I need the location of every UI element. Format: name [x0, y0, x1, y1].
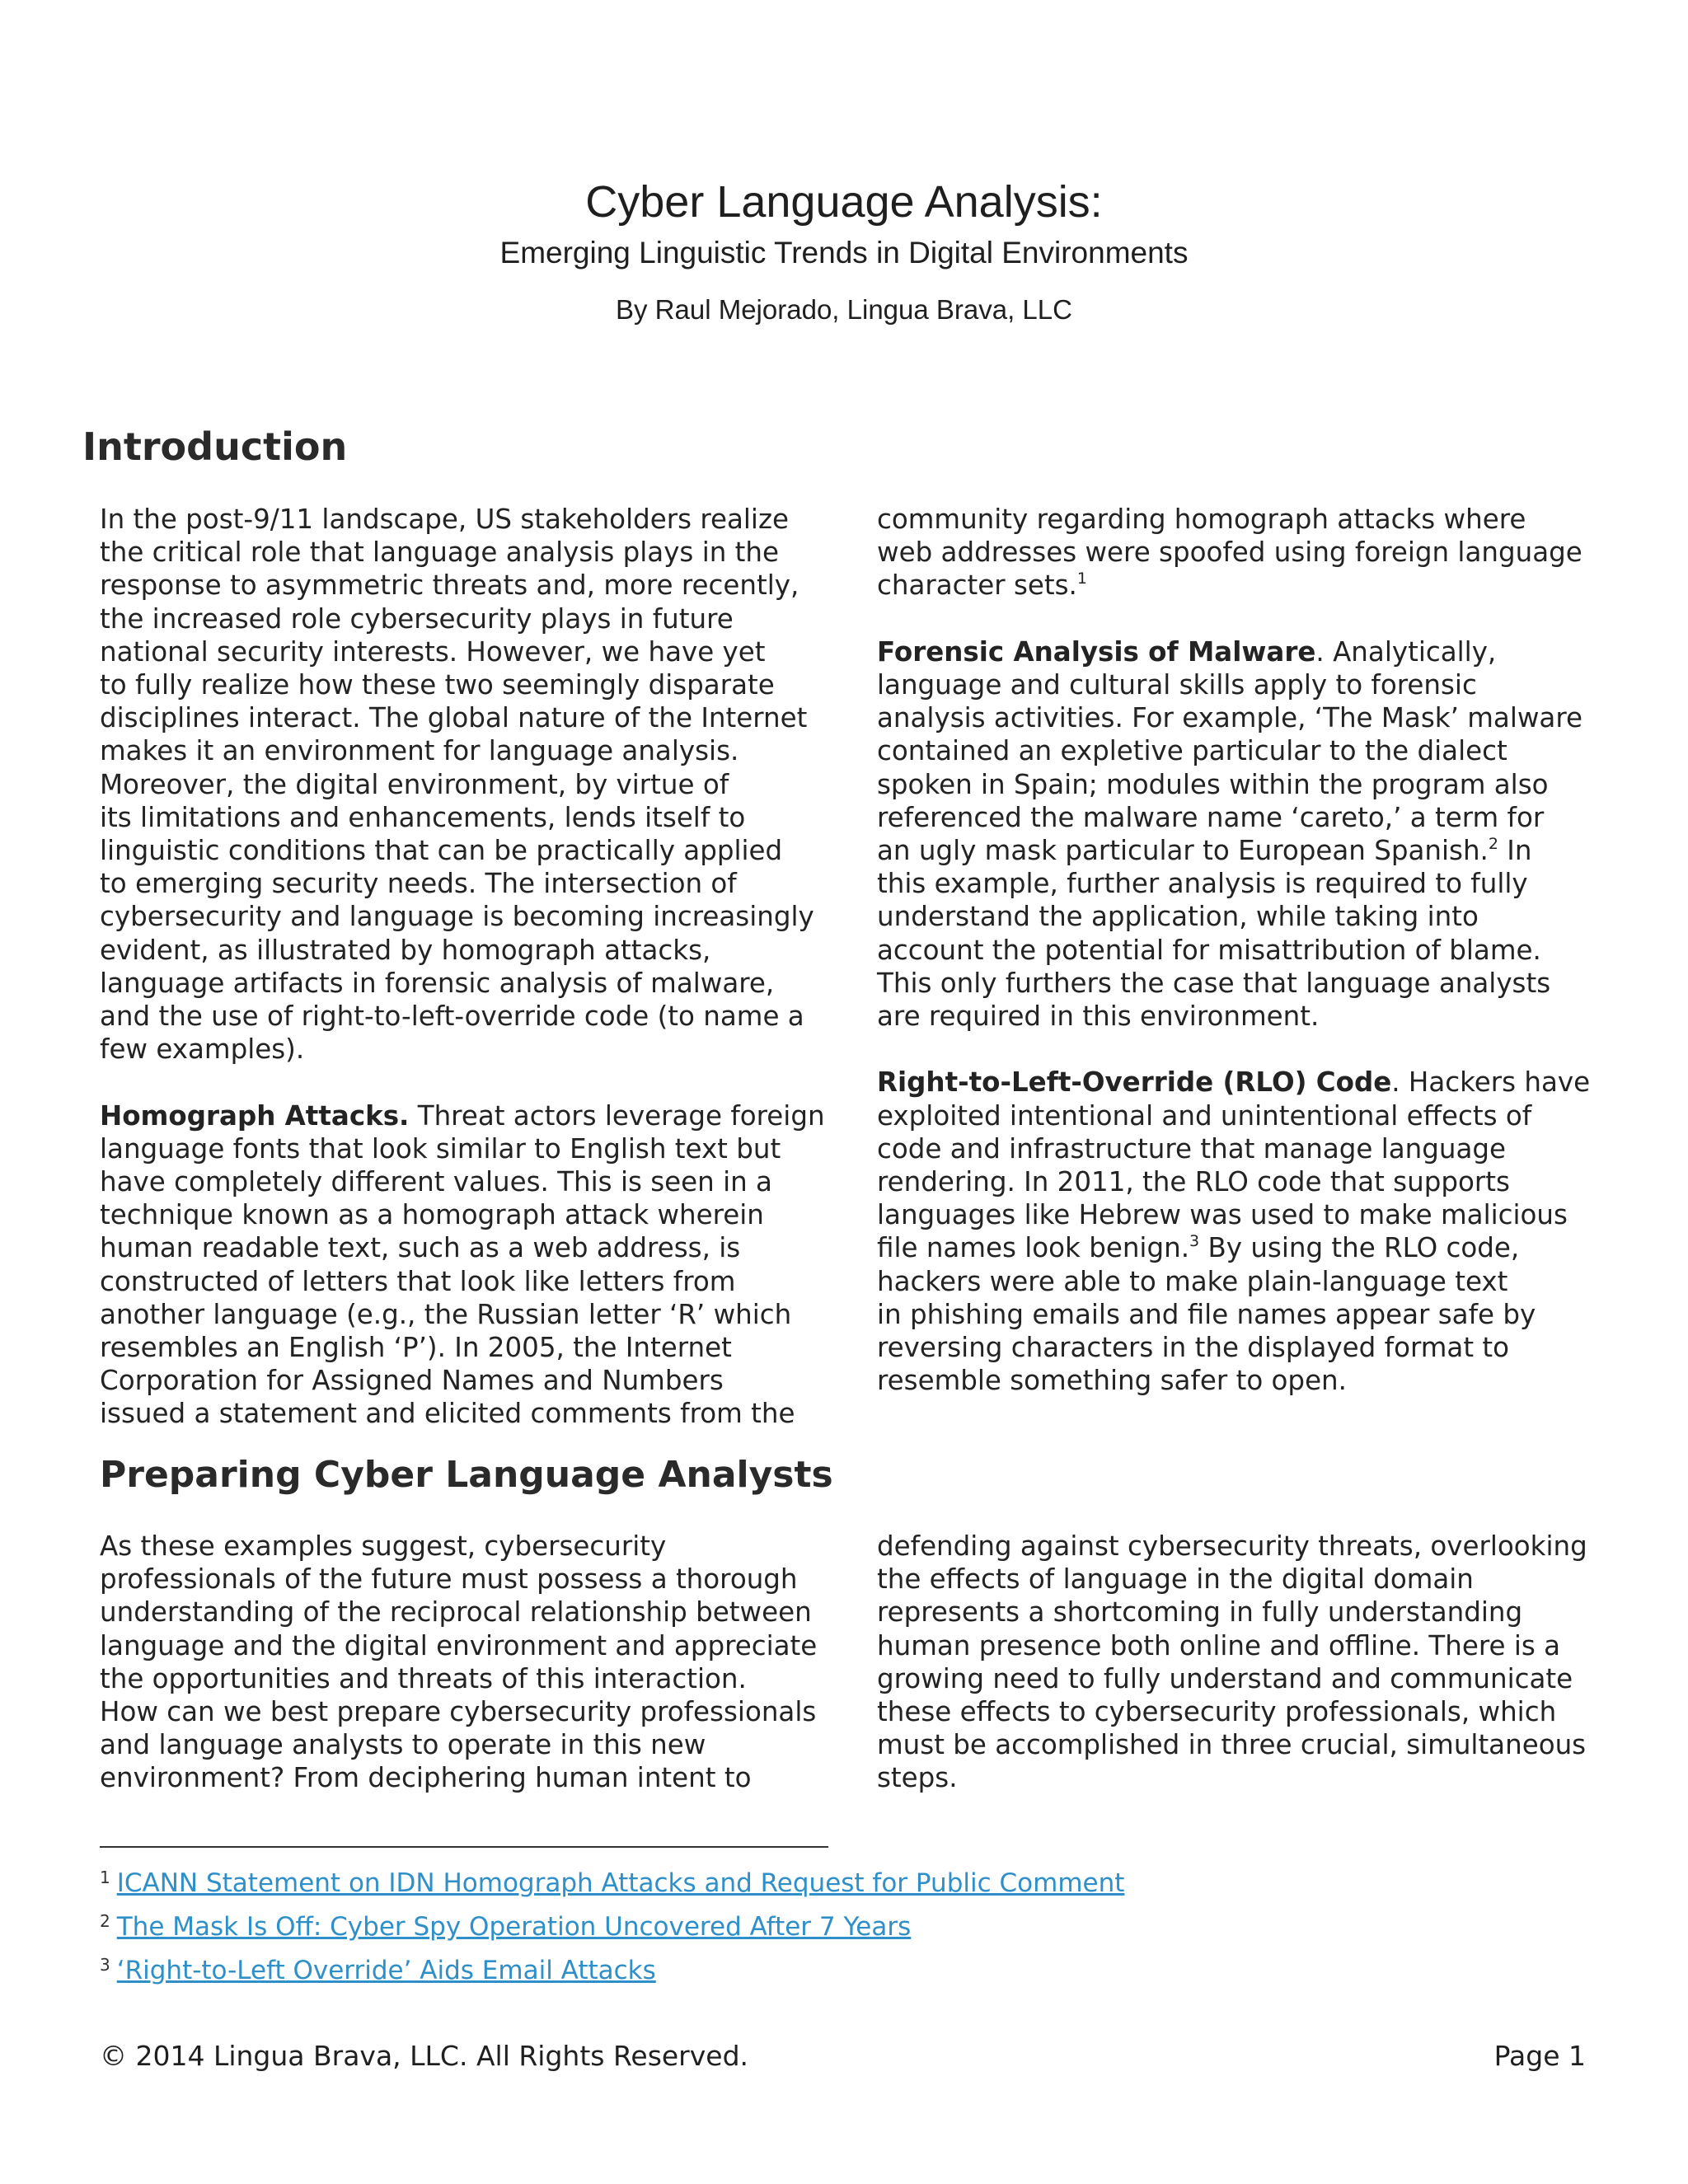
footnote-ref-2[interactable]: 2 [1488, 835, 1498, 854]
text-line [877, 635, 1590, 668]
text-line: few examples). [100, 1033, 305, 1066]
text-line: this example, further analysis is required to fully [877, 868, 1528, 900]
text-line: account the potential for misattribution of blame. [877, 934, 1541, 966]
text-line: understand the application, while taking into [877, 901, 1479, 933]
text-line: constructed of letters that look like letters from [100, 1265, 736, 1297]
text-line: resembles an English ‘P’). In 2005, the Internet [100, 1332, 732, 1364]
paragraph-gap [100, 1066, 825, 1099]
text-line: Moreover, the digital environment, by virtue of [100, 768, 729, 800]
text-line: In the post-9/11 landscape, US stakeholders realize [100, 504, 790, 535]
title-block [0, 173, 1688, 328]
text-line: another language (e.g., the Russian letter ‘R’ which [100, 1298, 792, 1330]
copyright-notice: © 2014 Lingua Brava, LLC. All Rights Reserved. [100, 2040, 749, 2072]
text-line: This only furthers the case that language analysts [877, 967, 1551, 999]
text-line: the increased role cybersecurity plays in future [100, 602, 734, 635]
introduction-right-column [877, 503, 1590, 1397]
homograph-label: Homograph Attacks. [100, 1099, 410, 1132]
introduction-left-column [100, 503, 825, 1431]
text-line: code and infrastructure that manage language [877, 1132, 1507, 1165]
text-line: and language analysts to operate in this new [100, 1729, 706, 1761]
text-line: professionals of the future must possess a thorough [100, 1563, 798, 1596]
rlo-first-line: . Hackers have [1391, 1066, 1591, 1099]
footnote-number: 3 [100, 1955, 110, 1975]
text-line: the effects of language in the digital domain [877, 1563, 1474, 1596]
text-line: to emerging security needs. The intersection of [100, 868, 737, 900]
forensic-label: Forensic Analysis of Malware [877, 635, 1316, 668]
page-number: Page 1 [1493, 2040, 1586, 2072]
text-line: exploited intentional and unintentional effects of [877, 1099, 1532, 1132]
text-line: linguistic conditions that can be practically applied [100, 835, 783, 867]
text-line: contained an expletive particular to the dialect [877, 735, 1507, 767]
text-line: these effects to cybersecurity professionals, which [877, 1696, 1557, 1728]
text-line: represents a shortcoming in fully understanding [877, 1596, 1523, 1629]
text-line: As these examples suggest, cybersecurity [100, 1530, 667, 1562]
footnote-2 [100, 1902, 1124, 1946]
text-line: growing need to fully understand and communicate [877, 1662, 1573, 1694]
footnote-ref-1[interactable]: 1 [1076, 569, 1087, 588]
homograph-paragraph [100, 1099, 825, 1431]
text-line: evident, as illustrated by homograph attacks, [100, 934, 711, 966]
text-line: language and the digital environment and appreciate [100, 1629, 818, 1661]
text-line: language and cultural skills apply to forensic [877, 669, 1477, 701]
rlo-label: Right-to-Left-Override (RLO) Code [877, 1066, 1392, 1099]
text-line: spoken in Spain; modules within the program also [877, 768, 1549, 800]
text-line: its limitations and enhancements, lends itself to [100, 801, 746, 833]
forensic-paragraph [877, 635, 1590, 1033]
text-line [877, 1066, 1590, 1099]
document-title: Cyber Language Analysis: [585, 177, 1103, 227]
text-line: analysis activities. For example, ‘The Mask’ malware [877, 702, 1582, 734]
text-line [877, 834, 1590, 867]
footnotes [100, 1858, 1124, 1990]
text-line: language fonts that look similar to English text but [100, 1132, 781, 1165]
homograph-first-line: Threat actors leverage foreign [409, 1099, 825, 1132]
text-fragment: file names look benign. [877, 1232, 1190, 1264]
footnote-1 [100, 1858, 1124, 1902]
text-line: issued a statement and elicited comments from the [100, 1398, 795, 1430]
text-fragment: character sets. [877, 569, 1077, 602]
text-line [100, 1099, 825, 1132]
text-line: reversing characters in the displayed format to [877, 1332, 1510, 1364]
text-line: in phishing emails and file names appear safe by [877, 1298, 1536, 1330]
text-fragment: an ugly mask particular to European Spanish. [877, 835, 1489, 867]
forensic-first-line: . Analytically, [1315, 635, 1497, 668]
text-line: referenced the malware name ‘careto,’ a term for [877, 801, 1545, 833]
text-line: environment? From deciphering human intent to [100, 1762, 752, 1794]
text-line: understanding of the reciprocal relationship between [100, 1596, 812, 1629]
footnote-divider [100, 1846, 828, 1848]
introduction-heading: Introduction [82, 424, 348, 469]
paragraph-gap [877, 602, 1590, 635]
preparing-right-column [877, 1530, 1587, 1795]
text-line: technique known as a homograph attack wherein [100, 1199, 764, 1231]
text-line [877, 1231, 1590, 1264]
text-line: cybersecurity and language is becoming increasingly [100, 901, 814, 933]
paragraph-gap [877, 1033, 1590, 1066]
text-line: the critical role that language analysis plays in the [100, 537, 779, 569]
rlo-paragraph [877, 1066, 1590, 1397]
text-line: resemble something safer to open. [877, 1365, 1347, 1397]
footnote-link-3[interactable]: ‘Right-to-Left Override’ Aids Email Attacks [116, 1956, 656, 1985]
footnote-link-1[interactable]: ICANN Statement on IDN Homograph Attacks and Request for Public Comment [116, 1868, 1125, 1898]
text-line: national security interests. However, we have yet [100, 635, 766, 668]
text-fragment: In [1498, 835, 1532, 867]
homograph-continuation [877, 503, 1590, 602]
footnote-ref-3[interactable]: 3 [1189, 1232, 1200, 1251]
text-line: web addresses were spoofed using foreign language [877, 537, 1582, 569]
preparing-left-column [100, 1530, 817, 1795]
text-line: must be accomplished in three crucial, simultaneous [877, 1729, 1587, 1761]
text-line: community regarding homograph attacks where [877, 504, 1526, 535]
text-line: the opportunities and threats of this interaction. [100, 1662, 747, 1694]
text-line: response to asymmetric threats and, more recently, [100, 569, 799, 602]
text-line: to fully realize how these two seemingly disparate [100, 669, 775, 701]
text-line: human presence both online and offline. There is a [877, 1629, 1561, 1661]
text-line: hackers were able to make plain-language text [877, 1265, 1508, 1297]
text-line: How can we best prepare cybersecurity professionals [100, 1696, 817, 1728]
text-line: languages like Hebrew was used to make malicious [877, 1199, 1568, 1231]
document-subtitle: Emerging Linguistic Trends in Digital Environments [499, 236, 1189, 269]
text-line: rendering. In 2011, the RLO code that supports [877, 1166, 1510, 1198]
text-line: makes it an environment for language analysis. [100, 735, 739, 767]
text-line: Corporation for Assigned Names and Numbers [100, 1365, 724, 1397]
author-byline: By Raul Mejorado, Lingua Brava, LLC [616, 294, 1072, 325]
footnote-3 [100, 1946, 1124, 1990]
footnote-number: 2 [100, 1911, 110, 1931]
text-line: and the use of right-to-left-override code (to name a [100, 1001, 804, 1033]
text-line: defending against cybersecurity threats, overlooking [877, 1530, 1587, 1562]
footnote-link-2[interactable]: The Mask Is Off: Cyber Spy Operation Uncovered After 7 Years [116, 1912, 912, 1942]
text-line: language artifacts in forensic analysis of malware, [100, 967, 775, 999]
text-line [877, 569, 1590, 602]
text-line: are required in this environment. [877, 1001, 1320, 1033]
intro-paragraph [100, 503, 825, 1066]
text-line: human readable text, such as a web address, is [100, 1232, 741, 1264]
footnote-number: 1 [100, 1868, 110, 1887]
text-line: disciplines interact. The global nature of the Internet [100, 702, 808, 734]
text-line: have completely different values. This is seen in a [100, 1166, 772, 1198]
preparing-heading: Preparing Cyber Language Analysts [100, 1454, 833, 1496]
text-line: steps. [877, 1762, 958, 1794]
text-fragment: By using the RLO code, [1199, 1232, 1520, 1264]
